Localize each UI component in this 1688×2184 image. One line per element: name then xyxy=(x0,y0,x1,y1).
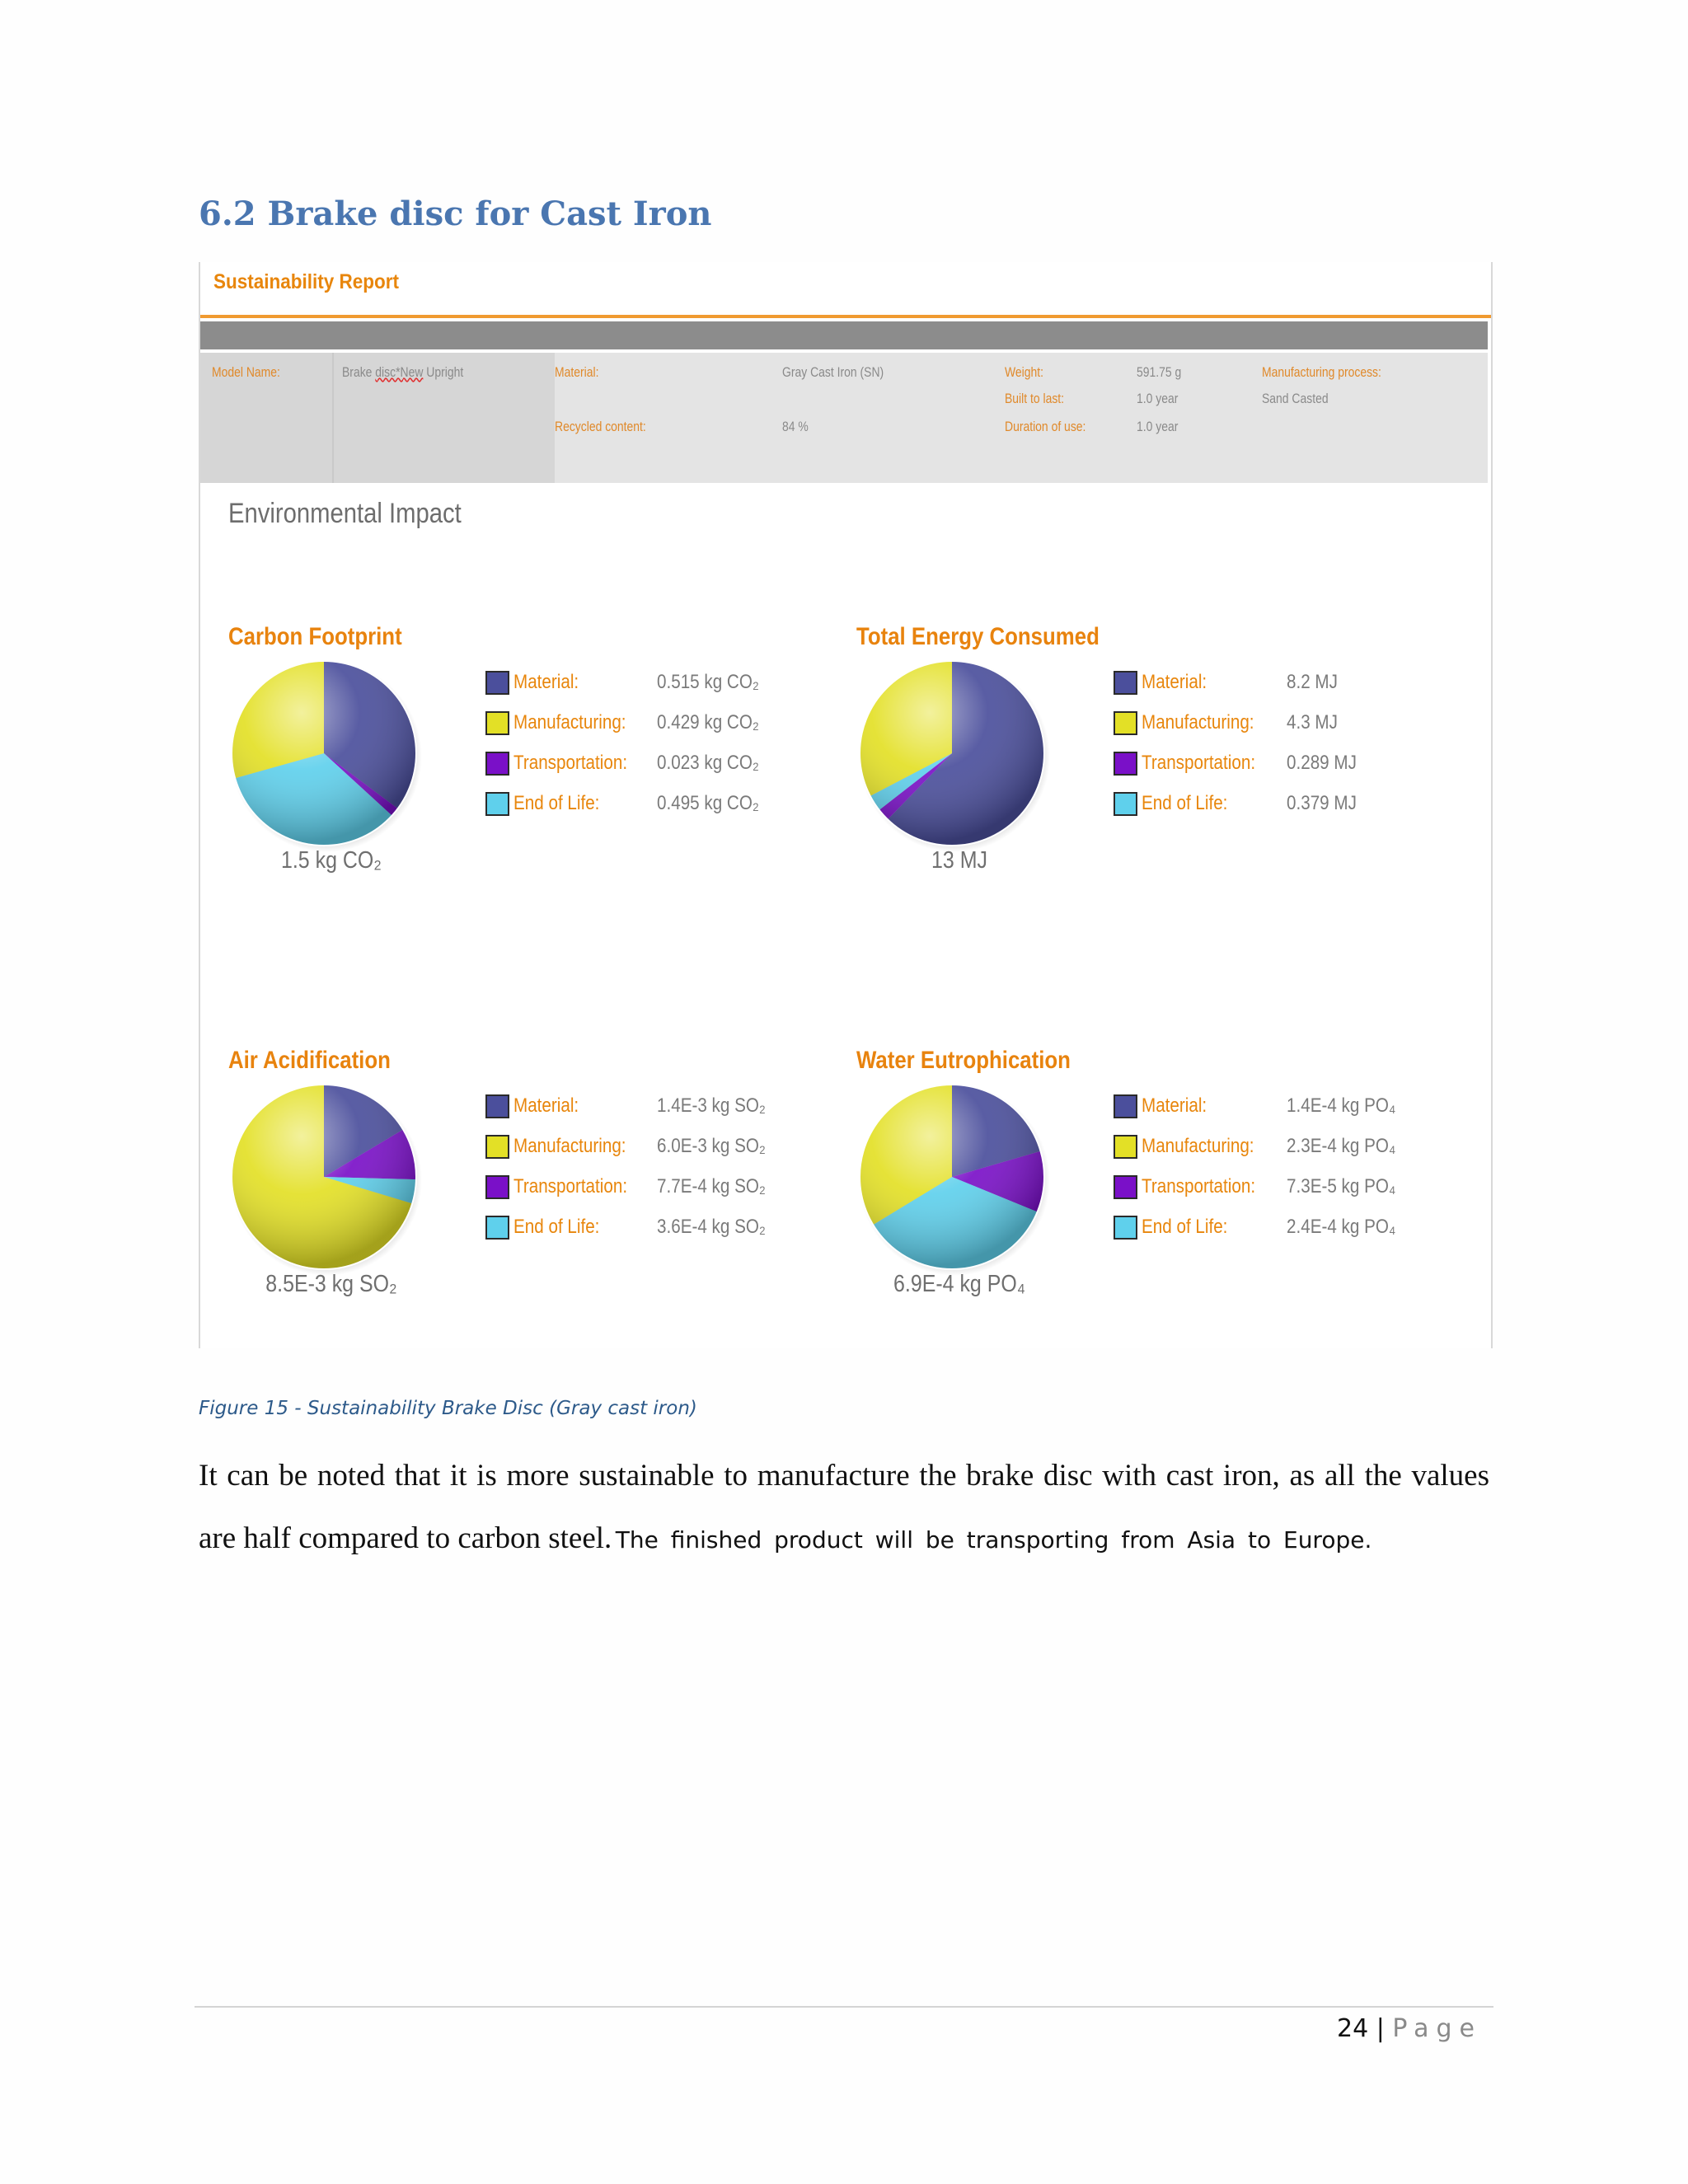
legend-swatch-transportation xyxy=(1114,1175,1137,1199)
air-acidification-panel xyxy=(228,1047,855,1302)
legend-swatch-manufacturing xyxy=(485,1135,509,1159)
legend-value-end-of-life: 2.4E-4 kg PO₄ xyxy=(1287,1216,1396,1238)
legend-label-end-of-life: End of Life: xyxy=(513,1216,600,1238)
total-energy-consumed-panel xyxy=(856,623,1483,879)
legend-item-end-of-life xyxy=(1114,792,1460,818)
legend-value-material: 1.4E-3 kg SO₂ xyxy=(657,1094,766,1117)
paragraph-serif-text: It can be noted that it is more sustainable to manufacture the brake disc with cast iron, as all the values are half compared to carbon steel. xyxy=(199,1459,1489,1555)
legend-item-material xyxy=(1114,671,1460,697)
legend-label-manufacturing: Manufacturing: xyxy=(1142,1135,1254,1157)
model-name-label: Model Name: xyxy=(212,364,280,380)
section-heading: 6.2 Brake disc for Cast Iron xyxy=(199,194,712,233)
process-label: Manufacturing process: xyxy=(1262,364,1381,380)
legend-item-material xyxy=(1114,1094,1460,1121)
figure-caption: Figure 15 - Sustainability Brake Disc (Gray cast iron) xyxy=(199,1398,697,1419)
air-acidification-total: 8.5E-3 kg SO₂ xyxy=(265,1271,397,1297)
page-number: 24 xyxy=(1337,2014,1369,2043)
legend-value-end-of-life: 0.495 kg CO₂ xyxy=(657,792,759,814)
legend-swatch-end-of-life xyxy=(1114,792,1137,816)
legend-item-transportation xyxy=(1114,752,1460,778)
water-eutrophication-pie-chart xyxy=(856,1085,1062,1291)
legend-swatch-manufacturing xyxy=(485,711,509,735)
carbon-footprint-title: Carbon Footprint xyxy=(228,623,402,650)
legend-swatch-end-of-life xyxy=(485,1216,509,1240)
legend-item-material xyxy=(485,671,832,697)
legend-label-manufacturing: Manufacturing: xyxy=(513,1135,626,1157)
legend-value-end-of-life: 0.379 MJ xyxy=(1287,792,1357,814)
legend-label-transportation: Transportation: xyxy=(1142,752,1256,774)
legend-label-material: Material: xyxy=(1142,671,1207,693)
air-acidification-pie-chart xyxy=(228,1085,434,1291)
model-name-value: Brake disc*New Upright xyxy=(342,364,464,380)
legend-swatch-end-of-life xyxy=(485,792,509,816)
carbon-footprint-panel xyxy=(228,623,855,879)
legend-item-transportation xyxy=(1114,1175,1460,1202)
total-energy-consumed-pie-chart xyxy=(856,661,1062,867)
legend-value-end-of-life: 3.6E-4 kg SO₂ xyxy=(657,1216,766,1238)
legend-label-transportation: Transportation: xyxy=(513,752,628,774)
gray-band xyxy=(200,321,1488,349)
legend-swatch-material xyxy=(485,671,509,695)
legend-item-end-of-life xyxy=(485,1216,832,1242)
body-paragraph xyxy=(199,1447,1489,1572)
duration-label: Duration of use: xyxy=(1005,419,1086,434)
legend-value-transportation: 7.3E-5 kg PO₄ xyxy=(1287,1175,1396,1197)
total-energy-consumed-total: 13 MJ xyxy=(931,847,987,874)
legend-value-material: 8.2 MJ xyxy=(1287,671,1338,693)
page-footer xyxy=(1337,2014,1482,2043)
process-value: Sand Casted xyxy=(1262,391,1329,406)
sustainability-report xyxy=(199,262,1493,1348)
legend-label-transportation: Transportation: xyxy=(1142,1175,1256,1197)
legend-label-material: Material: xyxy=(513,1094,579,1117)
legend-value-transportation: 0.289 MJ xyxy=(1287,752,1357,774)
recycled-content-label: Recycled content: xyxy=(555,419,646,434)
legend-item-end-of-life xyxy=(1114,1216,1460,1242)
legend-value-material: 0.515 kg CO₂ xyxy=(657,671,759,693)
legend-item-end-of-life xyxy=(485,792,832,818)
legend-swatch-end-of-life xyxy=(1114,1216,1137,1240)
legend-value-transportation: 7.7E-4 kg SO₂ xyxy=(657,1175,766,1197)
info-strip xyxy=(200,353,1488,483)
legend-label-end-of-life: End of Life: xyxy=(1142,792,1228,814)
legend-item-transportation xyxy=(485,1175,832,1202)
legend-swatch-manufacturing xyxy=(1114,1135,1137,1159)
material-label: Material: xyxy=(555,364,599,380)
duration-value: 1.0 year xyxy=(1137,419,1179,434)
legend-swatch-material xyxy=(1114,671,1137,695)
legend-swatch-transportation xyxy=(485,1175,509,1199)
carbon-footprint-total: 1.5 kg CO₂ xyxy=(281,847,382,874)
built-to-last-value: 1.0 year xyxy=(1137,391,1179,406)
legend-value-manufacturing: 4.3 MJ xyxy=(1287,711,1338,733)
legend-value-manufacturing: 2.3E-4 kg PO₄ xyxy=(1287,1135,1396,1157)
legend-label-end-of-life: End of Life: xyxy=(1142,1216,1228,1238)
water-eutrophication-total: 6.9E-4 kg PO₄ xyxy=(893,1271,1025,1297)
legend-label-material: Material: xyxy=(513,671,579,693)
legend-label-manufacturing: Manufacturing: xyxy=(513,711,626,733)
legend-label-material: Material: xyxy=(1142,1094,1207,1117)
legend-item-manufacturing xyxy=(1114,1135,1460,1161)
legend-item-transportation xyxy=(485,752,832,778)
weight-value: 591.75 g xyxy=(1137,364,1182,380)
air-acidification-title: Air Acidification xyxy=(228,1047,391,1074)
legend-value-transportation: 0.023 kg CO₂ xyxy=(657,752,759,774)
legend-item-manufacturing xyxy=(1114,711,1460,738)
carbon-footprint-pie-chart xyxy=(228,661,434,867)
legend-swatch-material xyxy=(485,1094,509,1118)
legend-value-material: 1.4E-4 kg PO₄ xyxy=(1287,1094,1396,1117)
total-energy-consumed-title: Total Energy Consumed xyxy=(856,623,1100,650)
legend-label-transportation: Transportation: xyxy=(513,1175,628,1197)
legend-item-manufacturing xyxy=(485,1135,832,1161)
legend-value-manufacturing: 6.0E-3 kg SO₂ xyxy=(657,1135,766,1157)
page-separator: | xyxy=(1376,2014,1385,2043)
water-eutrophication-title: Water Eutrophication xyxy=(856,1047,1071,1074)
legend-item-manufacturing xyxy=(485,711,832,738)
legend-swatch-material xyxy=(1114,1094,1137,1118)
recycled-content-value: 84 % xyxy=(782,419,809,434)
legend-swatch-transportation xyxy=(1114,752,1137,776)
footer-divider xyxy=(195,2006,1493,2008)
legend-swatch-transportation xyxy=(485,752,509,776)
orange-divider xyxy=(200,315,1491,318)
legend-value-manufacturing: 0.429 kg CO₂ xyxy=(657,711,759,733)
environmental-impact-title: Environmental Impact xyxy=(228,498,462,529)
legend-label-end-of-life: End of Life: xyxy=(513,792,600,814)
legend-item-material xyxy=(485,1094,832,1121)
legend-label-manufacturing: Manufacturing: xyxy=(1142,711,1254,733)
weight-label: Weight: xyxy=(1005,364,1044,380)
legend-swatch-manufacturing xyxy=(1114,711,1137,735)
water-eutrophication-panel xyxy=(856,1047,1483,1302)
material-value: Gray Cast Iron (SN) xyxy=(782,364,884,380)
page-label: Page xyxy=(1392,2014,1483,2043)
paragraph-sans-text: The finished product will be transporting from Asia to Europe. xyxy=(615,1526,1372,1554)
report-title: Sustainability Report xyxy=(213,270,400,293)
built-to-last-label: Built to last: xyxy=(1005,391,1065,406)
